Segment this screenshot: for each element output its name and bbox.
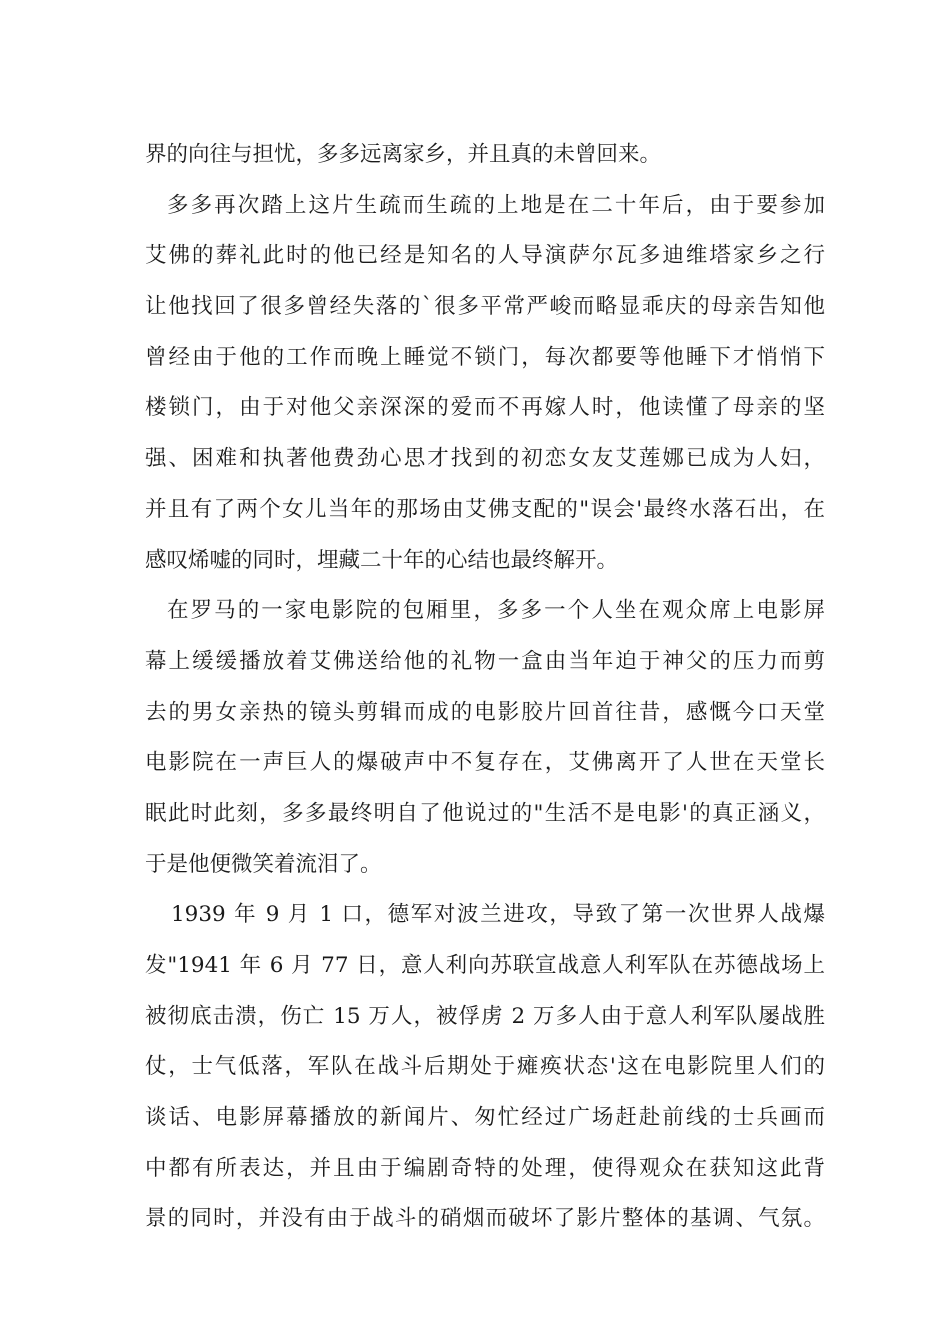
text-line: 1939 年 9 月 1 口，德军对波兰进攻，导致了第一次世界人战爆 bbox=[171, 902, 825, 928]
text-line: 幕上缓缓播放着艾佛送给他的礼物一盒由当年迫于神父的压力而剪 bbox=[145, 648, 825, 674]
text-line: 楼锁门，由于对他父亲深深的爱而不再嫁人时，他读懂了母亲的坚 bbox=[145, 395, 825, 421]
text-line: 多多再次踏上这片生疏而生疏的上地是在二十年后，由于要参加 bbox=[167, 192, 825, 218]
text-line: 感叹烯嘘的同时，埋藏二十年的心结也最终解开。 bbox=[145, 547, 619, 573]
text-line: 发"1941 年 6 月 77 日，意人利向苏联宣战意人利军队在苏德战场上 bbox=[145, 953, 825, 978]
text-line: 界的向往与担忧，多多远离家乡，并且真的未曾回来。 bbox=[145, 142, 662, 167]
text-line: 艾佛的葬礼此时的他已经是知名的人导演萨尔瓦多迪维塔家乡之行 bbox=[145, 243, 825, 269]
text-line: 让他找回了很多曾经失落的`很多平常严峻而略显乖庆的母亲告知他 bbox=[145, 294, 825, 320]
text-line: 于是他便微笑着流泪了。 bbox=[145, 851, 382, 877]
text-line: 去的男女亲热的镜头剪辑而成的电影胶片回首往昔，感慨今口天堂 bbox=[145, 699, 825, 725]
text-line: 曾经由于他的工作而晚上睡觉不锁门，每次都要等他睡下才悄悄下 bbox=[145, 344, 825, 370]
text-line: 仗，士气低落，军队在战斗后期处于瘫痪状态'这在电影院里人们的 bbox=[145, 1054, 825, 1080]
text-line: 景的同时，并没有由于战斗的硝烟而破坏了影片整体的基调、气氛。 bbox=[145, 1206, 825, 1232]
text-line: 谈话、电影屏幕播放的新闻片、匆忙经过广场赶赴前线的士兵画而 bbox=[145, 1105, 825, 1131]
text-line: 电影院在一声巨人的爆破声中不复存在，艾佛离开了人世在天堂长 bbox=[145, 750, 825, 776]
document-body bbox=[145, 130, 825, 1245]
text-line: 被彻底击溃，伤亡 15 万人，被俘虏 2 万多人由于意人利军队屡战胜 bbox=[145, 1003, 825, 1029]
text-line: 强、困难和执著他费劲心思才找到的初恋女友艾莲娜已成为人妇， bbox=[145, 446, 825, 472]
text-line: 并且有了两个女儿当年的那场由艾佛支配的"误会'最终水落石出，在 bbox=[145, 496, 825, 522]
text-line: 在罗马的一家电影院的包厢里，多多一个人坐在观众席上电影屏 bbox=[167, 598, 825, 624]
text-line: 中都有所表达，并且由于编剧奇特的处理，使得观众在获知这此背 bbox=[145, 1155, 825, 1181]
text-line: 眠此时此刻，多多最终明自了他说过的"生活不是电影'的真正涵义， bbox=[145, 800, 825, 826]
